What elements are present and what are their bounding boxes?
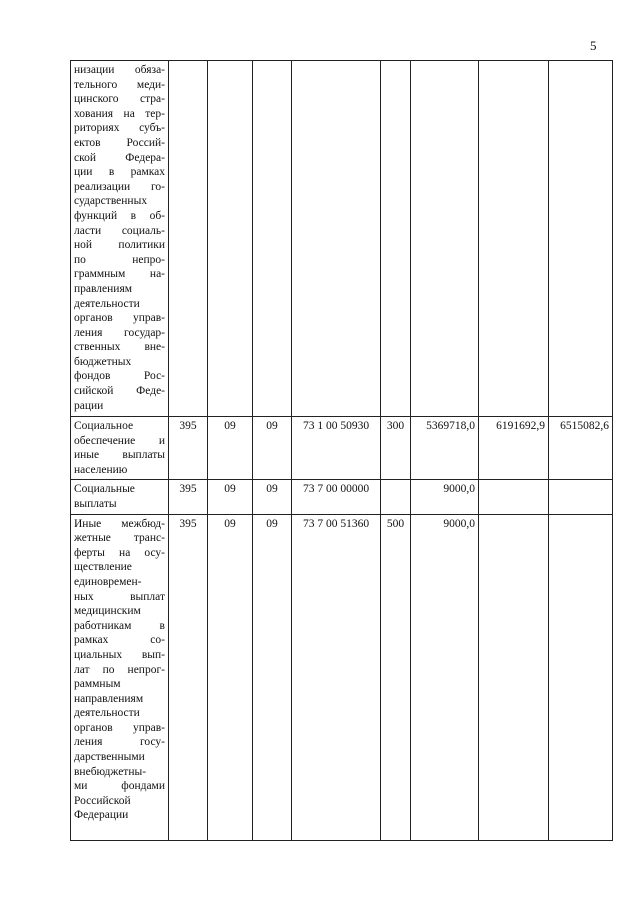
amount-year2-cell [479, 514, 549, 840]
ministry-cell: 395 [169, 480, 208, 514]
target-article-cell: 73 7 00 51360 [292, 514, 381, 840]
name-line: правлениям [74, 282, 133, 295]
subsection-cell: 09 [253, 417, 292, 480]
amount-year1-cell: 9000,0 [411, 514, 479, 840]
name-line: внебюджетны- [74, 765, 147, 778]
name-line: единовремен- [74, 575, 142, 588]
amount-year3-cell [549, 514, 613, 840]
name-line: риториях субъ- [74, 122, 165, 135]
expense-type-cell [381, 480, 411, 514]
expense-type-cell: 500 [381, 514, 411, 840]
row-name-cell [71, 480, 169, 514]
name-line: органов управ- [74, 312, 165, 325]
name-line: ектов Россий- [74, 136, 165, 149]
amount-year3-cell [549, 61, 613, 417]
name-line: жетные транс- [74, 532, 165, 545]
name-line: фондов Рос- [74, 370, 165, 383]
name-line: цинского стра- [74, 93, 165, 106]
name-line: органов управ- [74, 721, 165, 734]
page-number: 5 [590, 38, 597, 53]
target-article-cell: 73 7 00 00000 [292, 480, 381, 514]
amount-year1-cell [411, 61, 479, 417]
amount-year2-cell [479, 61, 549, 417]
section-cell: 09 [208, 417, 253, 480]
name-line: медицинским [74, 605, 141, 618]
subsection-cell: 09 [253, 514, 292, 840]
name-line: Социальные [74, 483, 135, 496]
subsection-cell [253, 61, 292, 417]
row-name-cell [71, 514, 169, 840]
name-line: направлениям [74, 692, 144, 705]
name-line: по непро- [74, 253, 165, 266]
name-line: сийской Феде- [74, 385, 165, 398]
name-line: рамках со- [74, 634, 165, 647]
section-cell: 09 [208, 480, 253, 514]
name-line: деятельности [74, 707, 140, 720]
target-article-cell: 73 1 00 50930 [292, 417, 381, 480]
name-line: раммным [74, 678, 121, 691]
name-line: ферты на осу- [74, 546, 165, 559]
name-line: Российской [74, 794, 131, 807]
amount-year2-cell [479, 480, 549, 514]
name-line: лат по непрог- [74, 663, 165, 676]
name-line: циальных вып- [74, 648, 165, 661]
name-line: дарственными [74, 751, 145, 764]
amount-year1-cell: 9000,0 [411, 480, 479, 514]
name-line: функций в об- [74, 209, 165, 222]
name-line: ской Федера- [74, 151, 165, 164]
name-line: обеспечение и [74, 434, 165, 447]
amount-year3-cell: 6515082,6 [549, 417, 613, 480]
name-line: ласти социаль- [74, 224, 165, 237]
amount-year3-cell [549, 480, 613, 514]
name-line: деятельности [74, 297, 140, 310]
name-line: сударственных [74, 195, 148, 208]
name-line: выплаты [74, 497, 117, 510]
ministry-cell: 395 [169, 514, 208, 840]
name-line: Федерации [74, 809, 129, 822]
name-line: ми фондами [74, 780, 165, 793]
expense-type-cell [381, 61, 411, 417]
name-line: ной политики [74, 239, 165, 252]
name-line: тельного меди- [74, 78, 165, 91]
name-line: ществление [74, 561, 132, 574]
name-line: низации обяза- [74, 64, 165, 76]
target-article-cell [292, 61, 381, 417]
name-line: ления госу- [74, 736, 165, 749]
amount-year2-cell: 6191692,9 [479, 417, 549, 480]
ministry-cell [169, 61, 208, 417]
table-row [71, 417, 613, 480]
name-line: работникам в [74, 619, 165, 632]
name-line: ления государ- [74, 326, 165, 339]
row-name-cell [71, 417, 169, 480]
name-line: Иные межбюд- [74, 517, 165, 530]
budget-table [70, 60, 613, 841]
name-line: ных выплат [74, 590, 165, 603]
ministry-cell: 395 [169, 417, 208, 480]
name-line: ции в рамках [74, 166, 165, 179]
name-line: хования на тер- [74, 107, 165, 120]
name-line: населению [74, 463, 128, 476]
name-line: иные выплаты [74, 449, 165, 462]
subsection-cell: 09 [253, 480, 292, 514]
section-cell [208, 61, 253, 417]
name-line: граммным на- [74, 268, 165, 281]
name-line: реализации го- [74, 180, 165, 193]
name-line: Социальное [74, 420, 134, 432]
table-row [71, 514, 613, 840]
expense-type-cell: 300 [381, 417, 411, 480]
row-name-cell [71, 61, 169, 417]
amount-year1-cell: 5369718,0 [411, 417, 479, 480]
section-cell: 09 [208, 514, 253, 840]
table-row [71, 480, 613, 514]
name-line: ственных вне- [74, 341, 165, 354]
table-row [71, 61, 613, 417]
name-line: бюджетных [74, 355, 132, 368]
name-line: рации [74, 399, 104, 412]
